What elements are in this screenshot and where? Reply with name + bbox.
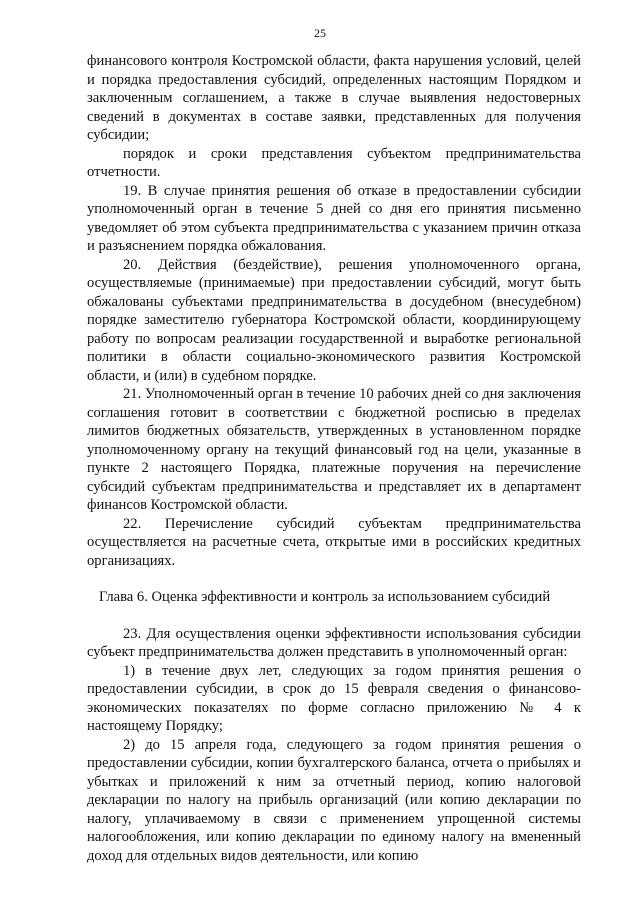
paragraph-20: 20. Действия (бездействие), решения уполномоченного органа, осуществляемые (принимаемые) при предоставлении субсидий, могут быть обжалованы субъектами предпринимательства в досудебном (внесудебном) порядке заместителю губернатора Костромской области, координирующему работу по вопросам реализации государственной и выработке региональной политики в области социально-экономического развития Костромской области, и (или) в судебном порядке.: [87, 256, 581, 384]
paragraph-23: 23. Для осуществления оценки эффективности использования субсидии субъект предпринимательства должен представить в уполномоченный орган:: [87, 625, 581, 660]
paragraph-22: 22. Перечисление субсидий субъектам предпринимательства осуществляется на расчетные счета, открытые ими в российских кредитных организациях.: [87, 515, 581, 569]
chapter-heading: Глава 6. Оценка эффективности и контроль за использованием субсидий: [99, 589, 551, 605]
paragraph-19: 19. В случае принятия решения об отказе в предоставлении субсидии уполномоченный орган в течение 5 дней со дня его принятия письменно уведомляет об этом субъекта предпринимательства с указанием причин отказа и разъяснением порядка обжалования.: [87, 182, 581, 254]
paragraph-reporting: порядок и сроки представления субъектом предпринимательства отчетности.: [87, 145, 581, 180]
document-body: [87, 52, 581, 865]
paragraph-21: 21. Уполномоченный орган в течение 10 рабочих дней со дня заключения соглашения готовит в соответствии с бюджетной росписью в пределах лимитов бюджетных обязательств, утвержденных в установленном порядке уполномоченному органу на текущий финансовый год на цели, указанные в пункте 2 настоящего Порядка, платежные поручения на перечисление субсидий субъектам предпринимательства и представляет их в департамент финансов Костромской области.: [87, 386, 581, 513]
paragraph-23-item-2: 2) до 15 апреля года, следующего за годом принятия решения о предоставлении субсидии, копии бухгалтерского баланса, отчета о прибылях и убытках и приложений к ним за отчетный период, копию налоговой декларации по налогу на прибыль организаций (или копию декларации по налогу, уплачиваемому в связи с применением упрощенной системы налогообложения, или копию декларации по единому налогу на вмененный доход для отдельных видов деятельности, или копию: [87, 736, 581, 864]
page-number: 25: [314, 26, 326, 40]
paragraph-continuation: финансового контроля Костромской области, факта нарушения условий, целей и порядка предоставления субсидий, определенных настоящим Порядком и заключенным соглашением, а также в случае выявления недостоверных сведений в документах в составе заявки, представленных для получения субсидии;: [87, 53, 581, 143]
paragraph-23-item-1: 1) в течение двух лет, следующих за годом принятия решения о предоставлении субсидии, в срок до 15 февраля сведения о финансово-экономических показателях по форме согласно приложению № 4 к настоящему Порядку;: [87, 662, 581, 734]
